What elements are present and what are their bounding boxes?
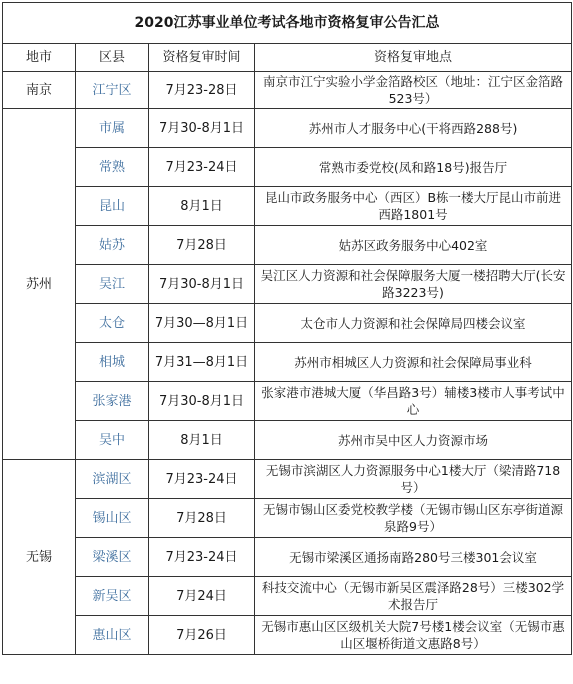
place-cell: 姑苏区政务服务中心402室 — [255, 226, 572, 265]
place-cell: 无锡市滨湖区人力资源服务中心1楼大厅（梁清路718号） — [255, 460, 572, 499]
district-cell: 相城 — [76, 343, 149, 382]
table-row — [3, 343, 572, 382]
time-cell: 7月30—8月1日 — [149, 304, 255, 343]
district-cell: 锡山区 — [76, 499, 149, 538]
place-cell: 苏州市相城区人力资源和社会保障局事业科 — [255, 343, 572, 382]
time-cell: 7月26日 — [149, 616, 255, 655]
table-row — [3, 577, 572, 616]
district-cell: 昆山 — [76, 187, 149, 226]
table-title: 2020江苏事业单位考试各地市资格复审公告汇总 — [3, 3, 572, 44]
table-row — [3, 538, 572, 577]
time-cell: 7月23-24日 — [149, 538, 255, 577]
city-cell: 南京 — [3, 72, 76, 109]
header-city: 地市 — [3, 44, 76, 72]
district-cell: 吴中 — [76, 421, 149, 460]
time-cell: 7月23-24日 — [149, 148, 255, 187]
place-cell: 太仓市人力资源和社会保障局四楼会议室 — [255, 304, 572, 343]
summary-table — [2, 2, 572, 655]
city-cell: 苏州 — [3, 109, 76, 460]
table-row — [3, 187, 572, 226]
place-cell: 无锡市惠山区区级机关大院7号楼1楼会议室（无锡市惠山区堰桥街道文惠路8号） — [255, 616, 572, 655]
place-cell: 南京市江宁实验小学金箔路校区（地址：江宁区金箔路523号） — [255, 72, 572, 109]
place-cell: 常熟市委党校(凤和路18号)报告厅 — [255, 148, 572, 187]
place-cell: 张家港市港城大厦（华昌路3号）辅楼3楼市人事考试中心 — [255, 382, 572, 421]
district-cell: 市属 — [76, 109, 149, 148]
district-cell: 吴江 — [76, 265, 149, 304]
table-row — [3, 460, 572, 499]
place-cell: 无锡市锡山区委党校教学楼（无锡市锡山区东亭街道源泉路9号） — [255, 499, 572, 538]
place-cell: 吴江区人力资源和社会保障服务大厦一楼招聘大厅(长安路3223号) — [255, 265, 572, 304]
time-cell: 7月23-24日 — [149, 460, 255, 499]
table-row — [3, 421, 572, 460]
time-cell: 7月23-28日 — [149, 72, 255, 109]
district-cell: 姑苏 — [76, 226, 149, 265]
table-row — [3, 499, 572, 538]
place-cell: 无锡市梁溪区通扬南路280号三楼301会议室 — [255, 538, 572, 577]
place-cell: 科技交流中心（无锡市新吴区震泽路28号）三楼302学术报告厅 — [255, 577, 572, 616]
table-row — [3, 265, 572, 304]
time-cell: 8月1日 — [149, 421, 255, 460]
time-cell: 7月31—8月1日 — [149, 343, 255, 382]
time-cell: 7月30-8月1日 — [149, 109, 255, 148]
table-row — [3, 382, 572, 421]
city-cell: 无锡 — [3, 460, 76, 655]
table-row — [3, 109, 572, 148]
time-cell: 7月28日 — [149, 499, 255, 538]
header-district: 区县 — [76, 44, 149, 72]
table-row — [3, 616, 572, 655]
time-cell: 7月28日 — [149, 226, 255, 265]
district-cell: 惠山区 — [76, 616, 149, 655]
table-row — [3, 226, 572, 265]
table-row — [3, 72, 572, 109]
time-cell: 7月24日 — [149, 577, 255, 616]
table-row — [3, 148, 572, 187]
header-time: 资格复审时间 — [149, 44, 255, 72]
time-cell: 8月1日 — [149, 187, 255, 226]
district-cell: 常熟 — [76, 148, 149, 187]
district-cell: 张家港 — [76, 382, 149, 421]
place-cell: 苏州市吴中区人力资源市场 — [255, 421, 572, 460]
table-row — [3, 304, 572, 343]
place-cell: 苏州市人才服务中心(干将西路288号) — [255, 109, 572, 148]
place-cell: 昆山市政务服务中心（西区）B栋一楼大厅昆山市前进西路1801号 — [255, 187, 572, 226]
header-place: 资格复审地点 — [255, 44, 572, 72]
district-cell: 江宁区 — [76, 72, 149, 109]
district-cell: 滨湖区 — [76, 460, 149, 499]
time-cell: 7月30-8月1日 — [149, 382, 255, 421]
district-cell: 太仓 — [76, 304, 149, 343]
district-cell: 梁溪区 — [76, 538, 149, 577]
time-cell: 7月30-8月1日 — [149, 265, 255, 304]
district-cell: 新吴区 — [76, 577, 149, 616]
